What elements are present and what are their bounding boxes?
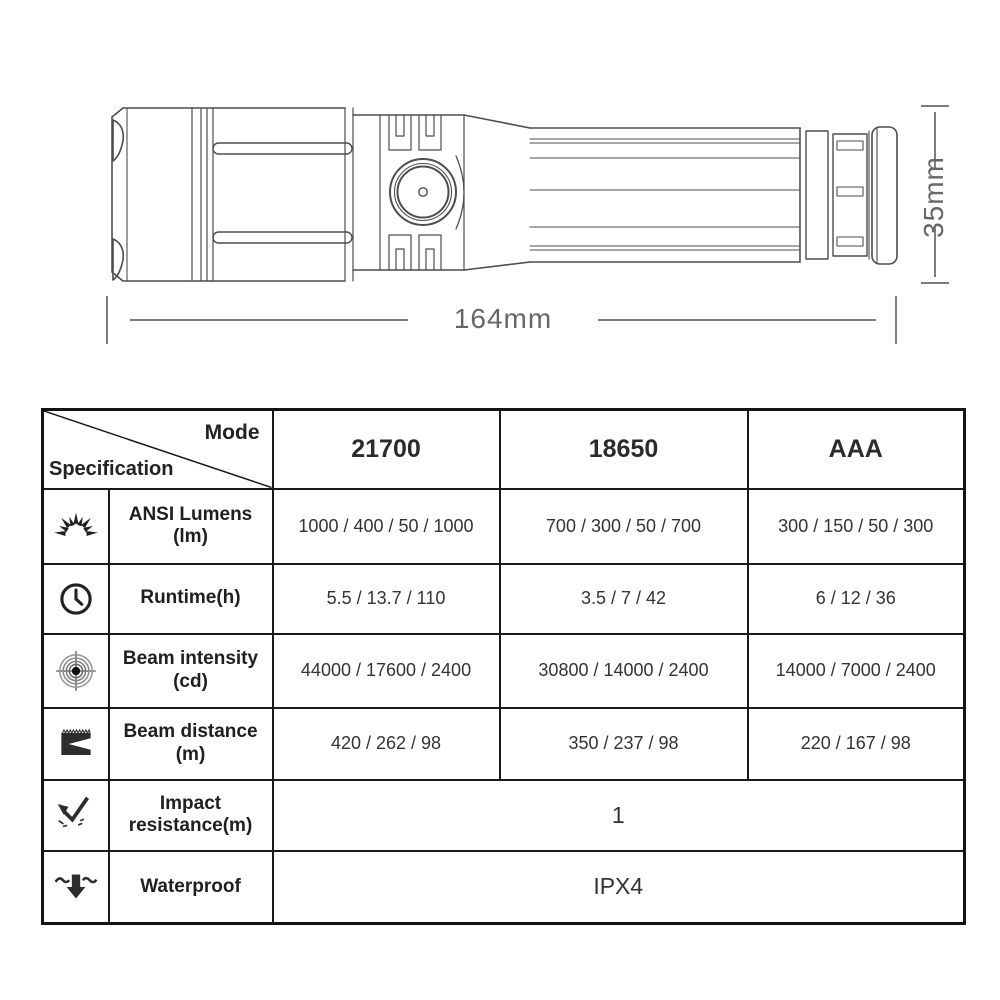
spec-row-beam-distance [43, 708, 965, 780]
spec-value: 44000 / 17600 / 2400 [273, 634, 500, 708]
flashlight-body-tube [530, 128, 800, 262]
spec-value: 30800 / 14000 / 2400 [500, 634, 748, 708]
spec-row-runtime [43, 564, 965, 634]
specification-table [41, 408, 966, 925]
spec-label-lumens: ANSI Lumens (lm) [109, 489, 273, 564]
spec-value: 350 / 237 / 98 [500, 708, 748, 780]
column-header-21700: 21700 [273, 410, 500, 489]
spec-label-beam-distance: Beam distance (m) [109, 708, 273, 780]
beam-intensity-icon [53, 648, 99, 694]
spec-value-waterproof: IPX4 [273, 851, 965, 924]
flashlight-head [112, 108, 353, 281]
spec-value-impact: 1 [273, 780, 965, 851]
spec-label-impact: Impact resistance(m) [109, 780, 273, 851]
icon-cell [43, 780, 109, 851]
icon-cell [43, 851, 109, 924]
spec-value: 6 / 12 / 36 [748, 564, 965, 634]
corner-specification-label: Specification [49, 457, 174, 480]
spec-row-lumens [43, 489, 965, 564]
beam-distance-icon [53, 721, 99, 767]
icon-cell [43, 634, 109, 708]
corner-cell [43, 410, 273, 489]
waterproof-icon [53, 864, 99, 910]
spec-row-beam-intensity [43, 634, 965, 708]
corner-mode-label: Mode [204, 421, 260, 444]
spec-label-beam-intensity: Beam intensity (cd) [109, 634, 273, 708]
spec-row-impact [43, 780, 965, 851]
spec-value: 420 / 262 / 98 [273, 708, 500, 780]
spec-value: 14000 / 7000 / 2400 [748, 634, 965, 708]
flashlight-switch-button [390, 159, 456, 225]
brightness-icon [53, 503, 99, 549]
flashlight-switch-section [353, 115, 530, 270]
spec-value: 220 / 167 / 98 [748, 708, 965, 780]
spec-value: 300 / 150 / 50 / 300 [748, 489, 965, 564]
spec-value: 3.5 / 7 / 42 [500, 564, 748, 634]
spec-value: 5.5 / 13.7 / 110 [273, 564, 500, 634]
column-header-aaa: AAA [748, 410, 965, 489]
spec-label-waterproof: Waterproof [109, 851, 273, 924]
spec-row-waterproof [43, 851, 965, 924]
spec-value: 1000 / 400 / 50 / 1000 [273, 489, 500, 564]
table-header-row [43, 410, 965, 489]
icon-cell [43, 564, 109, 634]
column-header-18650: 18650 [500, 410, 748, 489]
flashlight-tail-cap [806, 127, 897, 264]
icon-cell [43, 708, 109, 780]
spec-label-runtime: Runtime(h) [109, 564, 273, 634]
diameter-dimension-label: 35mm [918, 156, 949, 238]
runtime-clock-icon [53, 576, 99, 622]
impact-resistance-icon [53, 792, 99, 838]
length-dimension-label: 164mm [453, 303, 553, 334]
icon-cell [43, 489, 109, 564]
spec-value: 700 / 300 / 50 / 700 [500, 489, 748, 564]
